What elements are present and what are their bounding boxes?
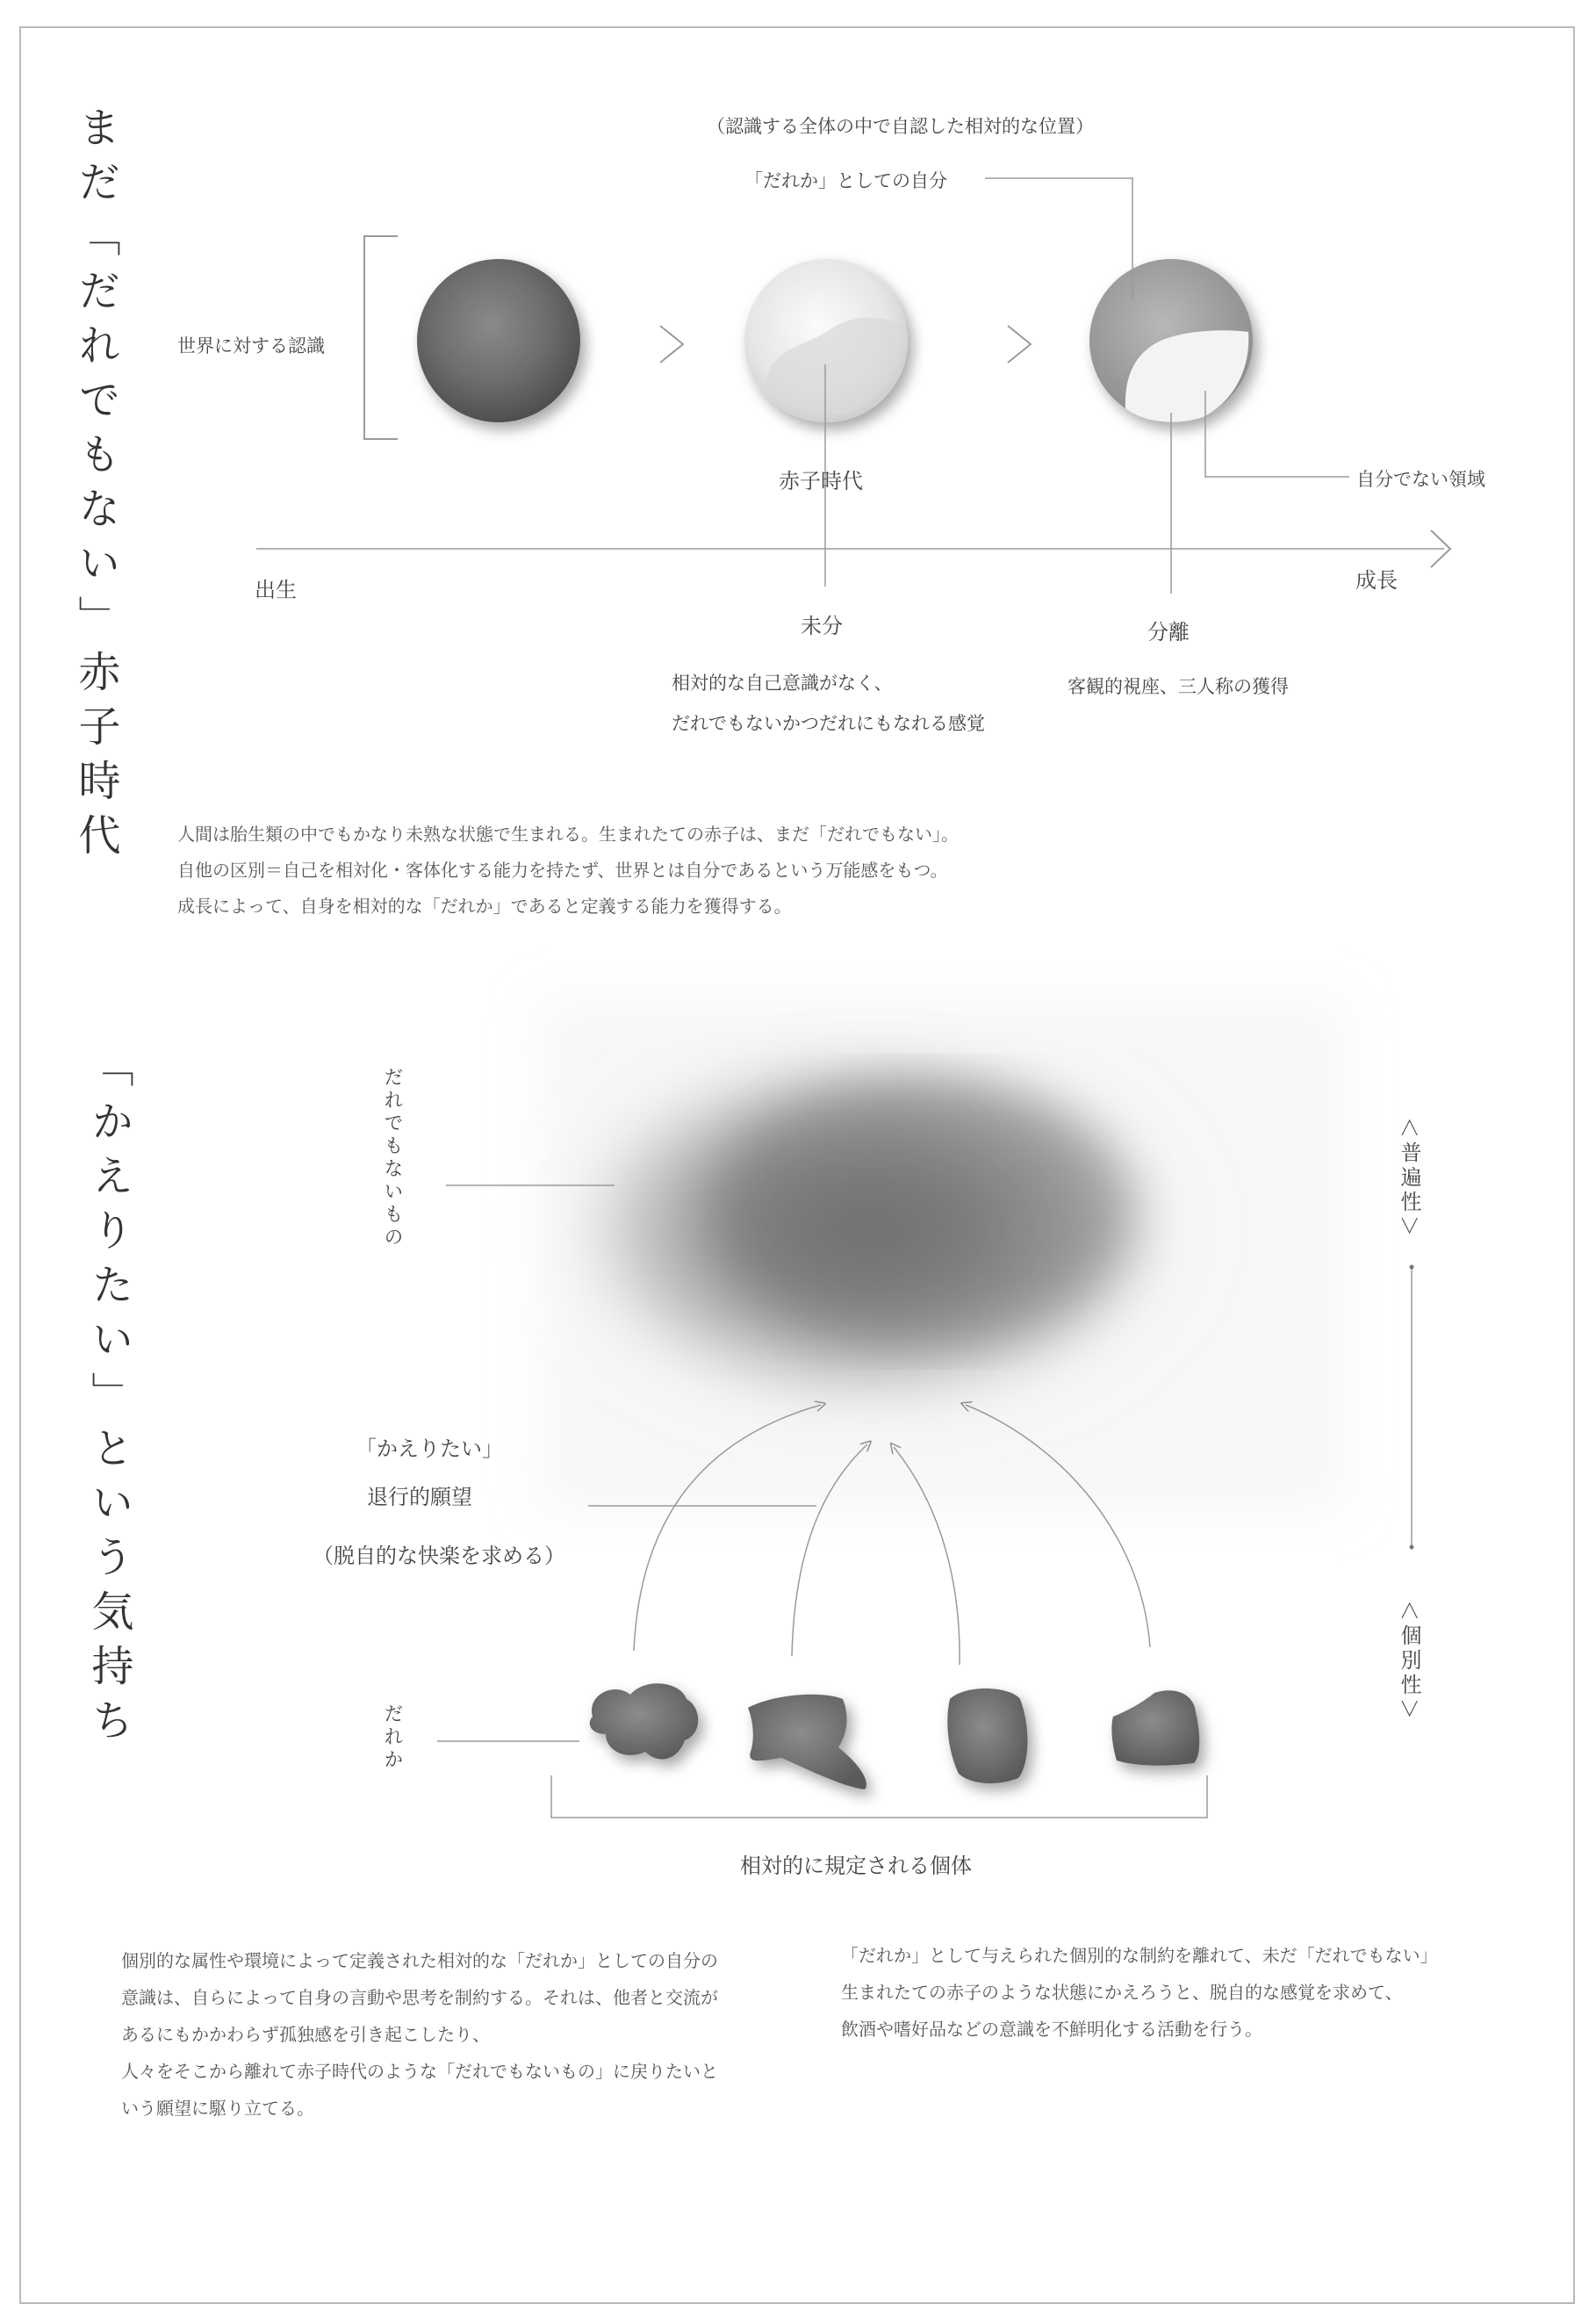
section2-body-left-line-4: 人々をそこから離れて赤子時代のような「だれでもないもの」に戻りたいと	[121, 2061, 718, 2082]
section2-body-right	[841, 1937, 1438, 2048]
world-recognition-label: 世界に対する認識	[177, 335, 325, 356]
section1-title: まだ「だれでもない」赤子時代	[71, 105, 120, 868]
baby-circle	[744, 259, 908, 422]
birth-label: 出生	[255, 578, 297, 602]
nobody-cloud	[536, 1001, 1345, 1510]
section1-body-line-3: 成長によって、自身を相対的な「だれか」であると定義する能力を獲得する。	[177, 896, 792, 917]
undivided-desc-2: だれでもないかつだれにもなれる感覚	[672, 713, 985, 734]
self-connector-line	[985, 178, 1132, 299]
section2-body-left	[121, 1942, 718, 2127]
section1-body-line-2: 自他の区別＝自己を相対化・客体化する能力を持たず、世界とは自分であるという万能感をもつ。	[177, 860, 948, 881]
growth-label: 成長	[1355, 568, 1398, 593]
relative-individual-label: 相対的に規定される個体	[740, 1854, 972, 1878]
individual-stone-4	[1111, 1690, 1199, 1765]
individual-stone-2	[748, 1695, 866, 1789]
separated-circle	[1089, 259, 1253, 422]
section1-body	[177, 817, 959, 925]
individuality-label: ＜個別性＞	[1397, 1600, 1421, 1723]
section2-body-left-line-2: 意識は、自らによって自身の言動や思考を制約する。それは、他者と交流が	[121, 1987, 718, 2008]
individual-stone-1	[590, 1683, 699, 1759]
separation-label: 分離	[1147, 620, 1190, 644]
chevron-right-icon-1	[660, 326, 683, 363]
section2-body-left-line-1: 個別的な属性や環境によって定義された相対的な「だれか」としての自分の	[121, 1950, 718, 1971]
newborn-circle	[417, 259, 580, 422]
separation-desc: 客観的視座、三人称の獲得	[1068, 676, 1289, 697]
kaeritai-label: 「かえりたい」	[356, 1436, 503, 1461]
section1-body-line-1: 人間は胎生類の中でもかなり未熟な状態で生まれる。生まれたての赤子は、まだ「だれでもない」。	[177, 824, 959, 845]
chevron-right-icon-2	[1008, 326, 1031, 363]
section2-body-right-line-2: 生まれたての赤子のような状態にかえろうと、脱自的な感覚を求めて、	[841, 1982, 1403, 2003]
section2-body-left-line-3: あるにもかかわらず孤独感を引き起こしたり、	[121, 2024, 490, 2045]
universality-label: ＜普遍性＞	[1397, 1117, 1421, 1240]
section2-body-right-line-1: 「だれか」として与えられた個別的な制約を離れて、未だ「だれでもない」	[841, 1945, 1438, 1966]
undivided-label: 未分	[801, 614, 843, 638]
regressive-label: 退行的願望	[367, 1485, 472, 1509]
top-note: （認識する全体の中で自認した相対的な位置）	[707, 116, 1094, 137]
individual-stone-3	[947, 1688, 1027, 1783]
world-bracket	[364, 236, 398, 439]
baby-period-label: 赤子時代	[779, 469, 863, 493]
nobody-thing-label: だれでもないもの	[381, 1067, 403, 1249]
seek-label: （脱自的な快楽を求める）	[313, 1544, 565, 1568]
not-self-area-label: 自分でない領域	[1356, 469, 1485, 490]
section2-body-left-line-5: いう願望に駆り立てる。	[121, 2098, 314, 2119]
not-self-connector-line	[1205, 391, 1349, 477]
self-label: 「だれか」としての自分	[744, 170, 947, 191]
someone-label: だれか	[381, 1703, 403, 1772]
section2-title: 「かえりたい」という気持ち	[84, 1045, 133, 1753]
undivided-desc-1: 相対的な自己意識がなく、	[672, 673, 893, 694]
section2-body-right-line-3: 飲酒や嗜好品などの意識を不鮮明化する活動を行う。	[841, 2019, 1262, 2040]
individual-bracket	[551, 1775, 1207, 1818]
